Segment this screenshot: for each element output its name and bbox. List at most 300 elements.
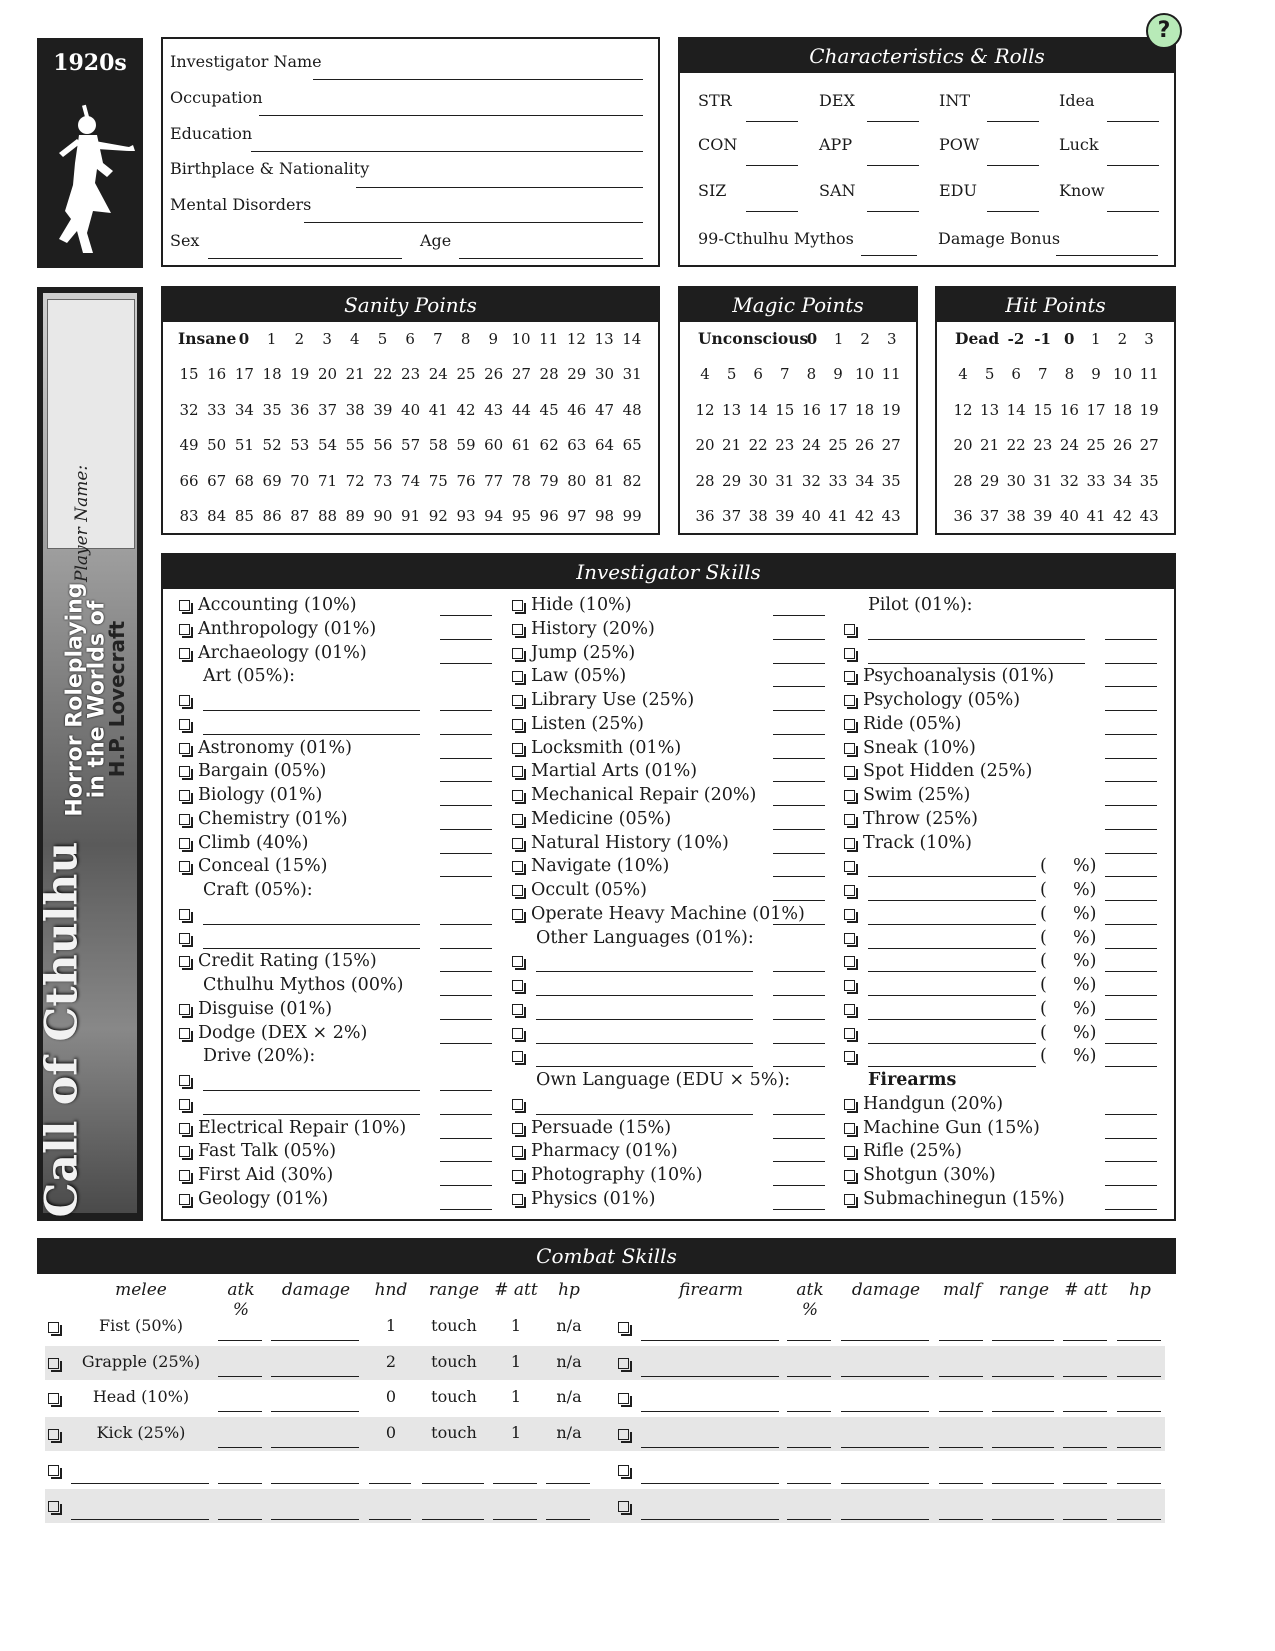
magic-point[interactable]: 37 — [722, 507, 742, 525]
hit-point[interactable]: 27 — [1139, 436, 1159, 454]
stat-field[interactable] — [746, 211, 798, 212]
skill-name-field[interactable] — [536, 971, 753, 972]
sanity-point[interactable]: 79 — [539, 472, 559, 490]
hit-point[interactable]: 11 — [1139, 365, 1159, 383]
sanity-point[interactable]: 37 — [317, 401, 338, 419]
hit-point[interactable]: 16 — [1059, 401, 1079, 419]
checkbox-icon[interactable] — [179, 766, 190, 777]
skill-value-field[interactable] — [773, 686, 825, 687]
sanity-point[interactable]: 60 — [484, 436, 504, 454]
firearm-field[interactable] — [992, 1411, 1054, 1412]
checkbox-icon[interactable] — [179, 1123, 190, 1134]
firearm-field[interactable] — [787, 1447, 831, 1448]
sanity-point[interactable]: 75 — [428, 472, 448, 490]
hit-point[interactable]: 37 — [980, 507, 1000, 525]
skill-value-field[interactable] — [773, 971, 825, 972]
magic-point[interactable]: 36 — [695, 507, 715, 525]
magic-point[interactable]: 21 — [722, 436, 742, 454]
firearm-field[interactable] — [1117, 1376, 1161, 1377]
stat-field[interactable] — [867, 165, 919, 166]
skill-row[interactable] — [179, 1068, 198, 1092]
firearm-field[interactable] — [841, 1376, 929, 1377]
skill-value-field[interactable] — [1105, 900, 1157, 901]
sanity-point[interactable]: 85 — [234, 507, 254, 525]
skill-value-field[interactable] — [773, 853, 825, 854]
checkbox-icon[interactable] — [179, 814, 190, 825]
magic-point[interactable]: 32 — [801, 472, 821, 490]
skill-row[interactable] — [844, 712, 961, 736]
sanity-point[interactable]: 74 — [401, 472, 421, 490]
checkbox-icon[interactable] — [512, 1194, 523, 1205]
skill-name-field[interactable] — [203, 1090, 420, 1091]
melee-field[interactable] — [271, 1519, 359, 1520]
checkbox-icon[interactable] — [618, 1322, 629, 1333]
firearm-field[interactable] — [992, 1483, 1054, 1484]
skill-value-field[interactable] — [440, 971, 492, 972]
skill-row[interactable] — [844, 878, 863, 902]
checkbox-icon[interactable] — [179, 695, 190, 706]
hit-point[interactable]: 22 — [1006, 436, 1026, 454]
stat-field[interactable] — [1107, 165, 1159, 166]
magic-point[interactable]: 31 — [775, 472, 795, 490]
checkbox-icon[interactable] — [179, 648, 190, 659]
stat-field[interactable] — [1107, 211, 1159, 212]
hit-point[interactable]: 20 — [953, 436, 973, 454]
firearm-field[interactable] — [1063, 1411, 1107, 1412]
checkbox-icon[interactable] — [844, 1146, 855, 1157]
checkbox-icon[interactable] — [512, 861, 523, 872]
skill-value-field[interactable] — [440, 924, 492, 925]
magic-point[interactable]: 2 — [860, 330, 870, 348]
sanity-point[interactable]: 6 — [405, 330, 415, 348]
skill-value-field[interactable] — [773, 924, 825, 925]
skill-value-field[interactable] — [1105, 710, 1157, 711]
firearm-field[interactable] — [1063, 1376, 1107, 1377]
skill-value-field[interactable] — [1105, 686, 1157, 687]
hit-point[interactable]: 25 — [1086, 436, 1106, 454]
sanity-point[interactable]: 56 — [373, 436, 393, 454]
firearm-field[interactable] — [1063, 1483, 1107, 1484]
firearm-field[interactable] — [641, 1519, 779, 1520]
skill-name-field[interactable] — [536, 995, 753, 996]
birthplace-field[interactable] — [356, 187, 643, 188]
question-icon[interactable]: ? — [1146, 13, 1182, 49]
checkbox-icon[interactable] — [179, 1099, 190, 1110]
skill-row[interactable] — [512, 973, 531, 997]
hit-point[interactable]: 10 — [1113, 365, 1133, 383]
magic-point[interactable]: 24 — [801, 436, 821, 454]
checkbox-icon[interactable] — [512, 1004, 523, 1015]
hit-point[interactable]: 28 — [953, 472, 973, 490]
checkbox-icon[interactable] — [512, 814, 523, 825]
magic-point[interactable]: 3 — [887, 330, 897, 348]
magic-point[interactable]: 28 — [695, 472, 715, 490]
magic-point[interactable]: 25 — [828, 436, 848, 454]
skill-row[interactable] — [179, 1139, 336, 1163]
skill-name-field[interactable] — [868, 948, 1036, 949]
stat-field[interactable] — [987, 121, 1039, 122]
firearm-field[interactable] — [1117, 1483, 1161, 1484]
checkbox-icon[interactable] — [512, 1123, 523, 1134]
magic-point[interactable]: 39 — [775, 507, 795, 525]
skill-row[interactable] — [179, 902, 198, 926]
firearm-field[interactable] — [1063, 1519, 1107, 1520]
hit-point[interactable]: 42 — [1113, 507, 1133, 525]
skill-value-field[interactable] — [440, 1138, 492, 1139]
sanity-point[interactable]: 71 — [317, 472, 338, 490]
skill-name-field[interactable] — [868, 639, 1085, 640]
checkbox-icon[interactable] — [844, 814, 855, 825]
sanity-point[interactable]: 7 — [433, 330, 443, 348]
sanity-point[interactable]: 88 — [317, 507, 338, 525]
hit-point[interactable]: 3 — [1144, 330, 1154, 348]
skill-row[interactable] — [512, 1139, 678, 1163]
skill-row[interactable] — [512, 1021, 531, 1045]
sanity-point[interactable]: 90 — [373, 507, 393, 525]
checkbox-icon[interactable] — [618, 1465, 629, 1476]
hit-point[interactable]: 1 — [1091, 330, 1101, 348]
firearm-field[interactable] — [841, 1411, 929, 1412]
checkbox-icon[interactable] — [844, 719, 855, 730]
sanity-point[interactable]: 8 — [460, 330, 471, 348]
skill-row[interactable] — [512, 593, 632, 617]
skill-value-field[interactable] — [440, 876, 492, 877]
skill-row[interactable] — [512, 617, 655, 641]
checkbox-icon[interactable] — [844, 861, 855, 872]
sanity-point[interactable]: 38 — [345, 401, 365, 419]
magic-point[interactable]: 22 — [748, 436, 768, 454]
skill-row[interactable] — [844, 1044, 863, 1068]
skill-value-field[interactable] — [440, 615, 492, 616]
skill-value-field[interactable] — [773, 1043, 825, 1044]
checkbox-icon[interactable] — [512, 909, 523, 920]
skill-row[interactable] — [512, 949, 531, 973]
sanity-point[interactable]: 29 — [567, 365, 587, 383]
skill-row[interactable] — [179, 641, 367, 665]
skill-row[interactable] — [844, 807, 978, 831]
skill-row[interactable] — [512, 664, 626, 688]
skill-value-field[interactable] — [773, 995, 825, 996]
checkbox-icon[interactable] — [179, 1146, 190, 1157]
skill-row[interactable] — [179, 783, 322, 807]
stat-field[interactable] — [1107, 121, 1159, 122]
skill-value-field[interactable] — [773, 663, 825, 664]
skill-row[interactable] — [512, 997, 531, 1021]
sanity-point[interactable]: 22 — [373, 365, 393, 383]
checkbox-icon[interactable] — [844, 1051, 855, 1062]
firearm-field[interactable] — [1117, 1519, 1161, 1520]
sanity-point[interactable]: 83 — [179, 507, 199, 525]
skill-value-field[interactable] — [1105, 971, 1157, 972]
skill-row[interactable] — [844, 926, 863, 950]
firearm-field[interactable] — [787, 1376, 831, 1377]
sanity-point[interactable]: 26 — [484, 365, 504, 383]
firearm-field[interactable] — [939, 1483, 983, 1484]
magic-point[interactable]: 6 — [753, 365, 763, 383]
stat-field[interactable] — [987, 211, 1039, 212]
checkbox-icon[interactable] — [512, 790, 523, 801]
firearm-field[interactable] — [841, 1447, 929, 1448]
sanity-point[interactable]: 64 — [594, 436, 615, 454]
checkbox-icon[interactable] — [844, 648, 855, 659]
firearm-field[interactable] — [1063, 1340, 1107, 1341]
skill-row[interactable] — [179, 712, 198, 736]
skill-value-field[interactable] — [1105, 829, 1157, 830]
skill-row[interactable] — [179, 1092, 198, 1116]
skill-value-field[interactable] — [773, 758, 825, 759]
skill-row[interactable] — [179, 1021, 367, 1045]
magic-point[interactable]: 33 — [828, 472, 848, 490]
skill-value-field[interactable] — [773, 1138, 825, 1139]
melee-field[interactable] — [218, 1519, 262, 1520]
checkbox-icon[interactable] — [844, 790, 855, 801]
sanity-point[interactable]: 17 — [234, 365, 254, 383]
skill-value-field[interactable] — [1105, 876, 1157, 877]
melee-field[interactable] — [218, 1376, 262, 1377]
sanity-point[interactable]: 31 — [622, 365, 642, 383]
magic-point[interactable]: 26 — [855, 436, 875, 454]
skill-row[interactable] — [844, 736, 976, 760]
sanity-point[interactable]: 40 — [401, 401, 421, 419]
skill-value-field[interactable] — [1105, 948, 1157, 949]
checkbox-icon[interactable] — [512, 671, 523, 682]
skill-row[interactable] — [512, 1044, 531, 1068]
melee-field[interactable] — [369, 1519, 411, 1520]
melee-field[interactable] — [71, 1483, 209, 1484]
sanity-point[interactable]: 65 — [622, 436, 642, 454]
melee-field[interactable] — [271, 1447, 359, 1448]
checkbox-icon[interactable] — [179, 790, 190, 801]
skill-row[interactable] — [844, 949, 863, 973]
firearm-field[interactable] — [992, 1340, 1054, 1341]
age-field[interactable] — [459, 258, 643, 259]
melee-field[interactable] — [271, 1376, 359, 1377]
cthulhu-mythos-field[interactable] — [861, 255, 917, 256]
firearm-field[interactable] — [939, 1376, 983, 1377]
firearm-field[interactable] — [841, 1483, 929, 1484]
hit-point[interactable]: 15 — [1033, 401, 1053, 419]
sanity-point[interactable]: 41 — [428, 401, 448, 419]
skill-row[interactable] — [512, 1163, 703, 1187]
checkbox-icon[interactable] — [844, 671, 855, 682]
firearm-field[interactable] — [992, 1376, 1054, 1377]
skill-row[interactable] — [512, 1068, 790, 1092]
checkbox-icon[interactable] — [179, 1028, 190, 1039]
skill-value-field[interactable] — [1105, 995, 1157, 996]
magic-point[interactable]: 5 — [726, 365, 737, 383]
firearm-field[interactable] — [992, 1519, 1054, 1520]
checkbox-icon[interactable] — [179, 600, 190, 611]
sanity-point[interactable]: 53 — [290, 436, 310, 454]
skill-name-field[interactable] — [868, 1019, 1036, 1020]
firearm-field[interactable] — [841, 1340, 929, 1341]
skill-value-field[interactable] — [1105, 1185, 1157, 1186]
checkbox-icon[interactable] — [179, 743, 190, 754]
skill-value-field[interactable] — [440, 639, 492, 640]
skill-row[interactable] — [179, 949, 377, 973]
sanity-point[interactable]: 96 — [539, 507, 559, 525]
skill-value-field[interactable] — [440, 829, 492, 830]
skill-value-field[interactable] — [440, 1209, 492, 1210]
magic-point[interactable]: 35 — [881, 472, 901, 490]
skill-value-field[interactable] — [773, 639, 825, 640]
skill-value-field[interactable] — [440, 734, 492, 735]
checkbox-icon[interactable] — [618, 1501, 629, 1512]
magic-point[interactable]: 17 — [828, 401, 848, 419]
skill-row[interactable] — [179, 807, 348, 831]
magic-point[interactable]: 7 — [780, 365, 790, 383]
skill-row[interactable] — [844, 664, 1054, 688]
sanity-point[interactable]: 91 — [401, 507, 421, 525]
skill-name-field[interactable] — [536, 1043, 753, 1044]
sanity-point[interactable]: 12 — [566, 330, 586, 348]
skill-value-field[interactable] — [1105, 853, 1157, 854]
skill-row[interactable] — [844, 1116, 1040, 1140]
hit-point[interactable]: 4 — [958, 365, 968, 383]
checkbox-icon[interactable] — [179, 624, 190, 635]
sanity-point[interactable]: 23 — [401, 365, 421, 383]
sanity-point[interactable]: 11 — [539, 330, 559, 348]
melee-field[interactable] — [218, 1447, 262, 1448]
sanity-point[interactable]: 99 — [622, 507, 642, 525]
skill-value-field[interactable] — [773, 710, 825, 711]
sanity-point[interactable]: 95 — [511, 507, 531, 525]
hit-point[interactable]: 31 — [1033, 472, 1053, 490]
sanity-point[interactable]: 82 — [622, 472, 642, 490]
sanity-point[interactable]: 19 — [290, 365, 310, 383]
skill-name-field[interactable] — [868, 876, 1036, 877]
checkbox-icon[interactable] — [512, 1146, 523, 1157]
skill-value-field[interactable] — [440, 1090, 492, 1091]
checkbox-icon[interactable] — [512, 648, 523, 659]
education-field[interactable] — [251, 151, 643, 152]
stat-field[interactable] — [987, 165, 1039, 166]
melee-field[interactable] — [271, 1340, 359, 1341]
hit-point[interactable]: -2 — [1007, 330, 1025, 348]
firearm-field[interactable] — [1063, 1447, 1107, 1448]
checkbox-icon[interactable] — [618, 1429, 629, 1440]
firearm-field[interactable] — [992, 1447, 1054, 1448]
firearm-field[interactable] — [1117, 1340, 1161, 1341]
checkbox-icon[interactable] — [179, 956, 190, 967]
skill-row[interactable] — [844, 831, 972, 855]
sanity-point[interactable]: 80 — [567, 472, 587, 490]
damage-bonus-field[interactable] — [1056, 255, 1158, 256]
firearm-field[interactable] — [787, 1483, 831, 1484]
skill-row[interactable] — [844, 1187, 1065, 1211]
skill-value-field[interactable] — [1105, 1019, 1157, 1020]
melee-field[interactable] — [493, 1483, 537, 1484]
skill-value-field[interactable] — [1105, 1209, 1157, 1210]
skill-row[interactable] — [179, 1044, 315, 1068]
firearm-field[interactable] — [641, 1447, 779, 1448]
skill-value-field[interactable] — [440, 853, 492, 854]
hit-point[interactable]: -1 — [1034, 330, 1051, 348]
hit-point[interactable]: 0 — [1063, 330, 1075, 348]
magic-point[interactable]: 29 — [722, 472, 742, 490]
skill-value-field[interactable] — [1105, 1161, 1157, 1162]
investigator-name-field[interactable] — [313, 79, 643, 80]
sanity-point[interactable]: 44 — [511, 401, 531, 419]
sanity-point[interactable]: 52 — [262, 436, 282, 454]
checkbox-icon[interactable] — [512, 980, 523, 991]
skill-value-field[interactable] — [1105, 1114, 1157, 1115]
melee-field[interactable] — [546, 1483, 590, 1484]
sanity-point[interactable]: 98 — [594, 507, 615, 525]
hit-point[interactable]: 7 — [1038, 365, 1048, 383]
skill-name-field[interactable] — [868, 971, 1036, 972]
magic-point[interactable]: 34 — [855, 472, 875, 490]
sanity-point[interactable]: 51 — [234, 436, 254, 454]
checkbox-icon[interactable] — [179, 1170, 190, 1181]
checkbox-icon[interactable] — [179, 1075, 190, 1086]
skill-row[interactable] — [179, 736, 352, 760]
melee-field[interactable] — [271, 1483, 359, 1484]
melee-field[interactable] — [422, 1519, 484, 1520]
checkbox-icon[interactable] — [512, 956, 523, 967]
sanity-point[interactable]: 66 — [179, 472, 199, 490]
magic-point[interactable]: 4 — [700, 365, 710, 383]
hit-point[interactable]: 13 — [980, 401, 1000, 419]
melee-field[interactable] — [71, 1519, 209, 1520]
skill-row[interactable] — [844, 973, 863, 997]
sanity-point[interactable]: 58 — [428, 436, 448, 454]
magic-point[interactable]: 0 — [806, 330, 818, 348]
sanity-point[interactable]: 21 — [345, 365, 365, 383]
skill-value-field[interactable] — [773, 781, 825, 782]
checkbox-icon[interactable] — [48, 1465, 59, 1476]
firearm-field[interactable] — [641, 1411, 779, 1412]
skill-value-field[interactable] — [440, 1185, 492, 1186]
checkbox-icon[interactable] — [179, 861, 190, 872]
skill-value-field[interactable] — [1105, 805, 1157, 806]
skill-value-field[interactable] — [1105, 639, 1157, 640]
skill-value-field[interactable] — [773, 876, 825, 877]
checkbox-icon[interactable] — [844, 1099, 855, 1110]
skill-value-field[interactable] — [440, 663, 492, 664]
sanity-point[interactable]: 67 — [207, 472, 227, 490]
sanity-point[interactable]: 63 — [567, 436, 587, 454]
checkbox-icon[interactable] — [844, 766, 855, 777]
hit-point[interactable]: 18 — [1113, 401, 1133, 419]
magic-point[interactable]: 11 — [881, 365, 901, 383]
firearm-field[interactable] — [939, 1519, 983, 1520]
skill-row[interactable] — [512, 1116, 671, 1140]
skill-row[interactable] — [179, 1187, 328, 1211]
skill-row[interactable] — [844, 854, 863, 878]
hit-point[interactable]: 40 — [1059, 507, 1079, 525]
skill-value-field[interactable] — [773, 734, 825, 735]
sanity-point[interactable]: 87 — [290, 507, 310, 525]
checkbox-icon[interactable] — [844, 743, 855, 754]
sanity-point[interactable]: 36 — [290, 401, 310, 419]
hit-point[interactable]: 26 — [1113, 436, 1133, 454]
skill-row[interactable] — [179, 688, 198, 712]
skill-row[interactable] — [844, 1092, 1003, 1116]
skill-value-field[interactable] — [773, 829, 825, 830]
stat-field[interactable] — [867, 211, 919, 212]
skill-row[interactable] — [512, 759, 697, 783]
skill-row[interactable] — [512, 878, 647, 902]
melee-field[interactable] — [422, 1483, 484, 1484]
skill-value-field[interactable] — [440, 710, 492, 711]
sanity-point[interactable]: 20 — [317, 365, 338, 383]
sanity-point[interactable]: 18 — [262, 365, 282, 383]
skill-value-field[interactable] — [1105, 758, 1157, 759]
sanity-point[interactable]: 4 — [350, 330, 360, 348]
skill-row[interactable] — [512, 641, 635, 665]
mental-disorders-field[interactable] — [304, 222, 643, 223]
